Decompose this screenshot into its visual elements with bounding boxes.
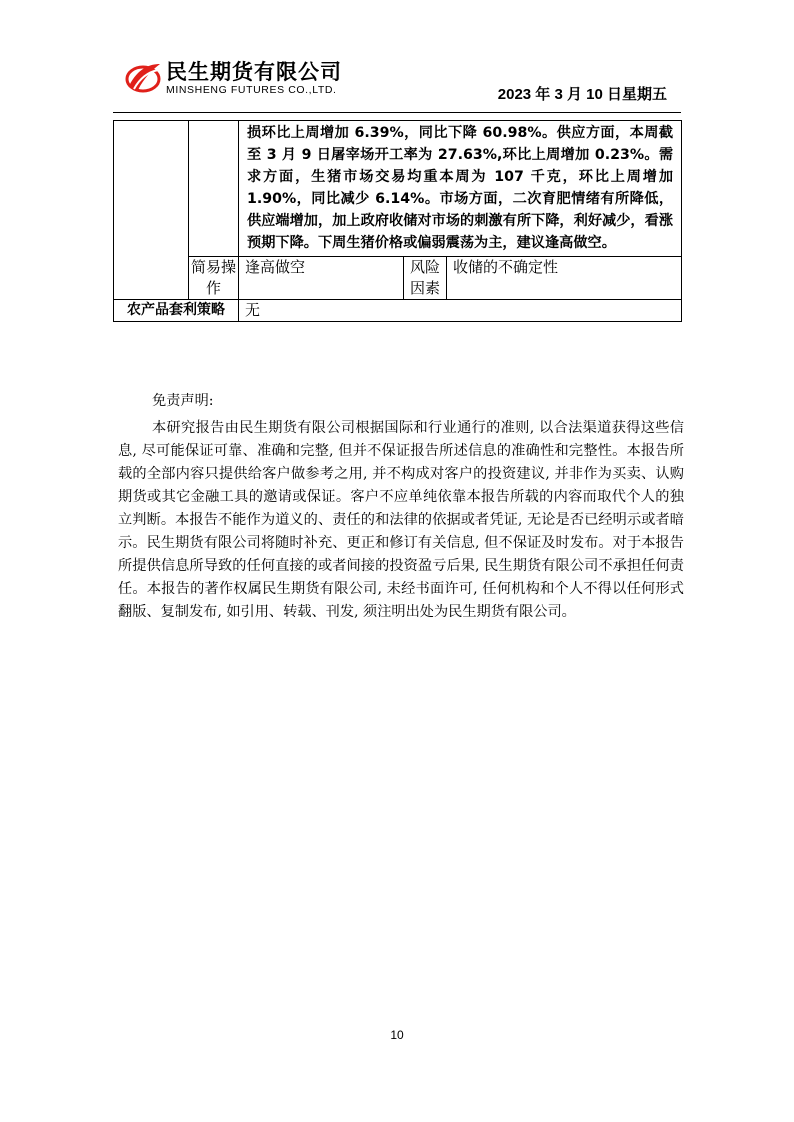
operation-label: 简易操作	[189, 257, 239, 300]
empty-category-cell	[114, 121, 189, 300]
analysis-row	[114, 121, 682, 257]
strategy-label: 农产品套利策略	[114, 300, 239, 322]
disclaimer-body: 本研究报告由民生期货有限公司根据国际和行业通行的准则, 以合法渠道获得这些信息, 尽可能保证可靠、准确和完整, 但并不保证报告所述信息的准确性和完整性。本报告所载的全部内容只提供给客户做参考之用, 并不构成对客户的投资建议, 并非作为买卖、认购期货或其它金融工具的邀请或保证。客户不应单纯依靠本报告所载的内容而取代个人的独立判断。本报告不能作为道义的、责任的和法律的依据或者凭证, 无论是否已经明示或者暗示。民生期货有限公司将随时补充、更正和修订有关信息, 但不保证及时发布。对于本报告所提供信息所导致的任何直接的或者间接的投资盈亏后果, 民生期货有限公司不承担任何责任。本报告的著作权属民生期货有限公司, 未经书面许可, 任何机构和个人不得以任何形式翻版、复制发布, 如引用、转载、刊发, 须注明出处为民生期货有限公司。	[118, 420, 684, 620]
company-name-cn: 民生期货有限公司	[166, 60, 342, 84]
operation-value: 逢高做空	[239, 257, 404, 300]
disclaimer-section	[118, 390, 684, 624]
strategy-value: 无	[239, 300, 682, 322]
analysis-text: 损环比上周增加 6.39%，同比下降 60.98%。供应方面，本周截至 3 月 9 日屠宰场开工率为 27.63%,环比上周增加 0.23%。需求方面，生猪市场交易均重本周为 107 千克，环比上周增加 1.90%，同比减少 6.14%。市场方面，二次育肥情绪有所降低，供应端增加，加上政府收储对市场的刺激有所下降，利好减少，看涨预期下降。下周生猪价格或偏弱震荡为主，建议逢高做空。	[239, 121, 682, 257]
report-date: 2023 年 3 月 10 日星期五	[497, 86, 667, 103]
company-name-en: MINSHENG FUTURES CO.,LTD.	[166, 84, 337, 96]
risk-label: 风险因素	[404, 257, 447, 300]
disclaimer-title: 免责声明:	[152, 393, 214, 409]
minsheng-logo-icon	[124, 58, 162, 96]
company-logo	[124, 56, 364, 100]
report-table	[113, 120, 682, 322]
strategy-row	[114, 300, 682, 322]
empty-subcategory-cell	[189, 121, 239, 257]
page-number: 10	[390, 1028, 404, 1042]
risk-value: 收储的不确定性	[447, 257, 682, 300]
header-divider	[113, 112, 681, 113]
operation-row	[114, 257, 682, 300]
